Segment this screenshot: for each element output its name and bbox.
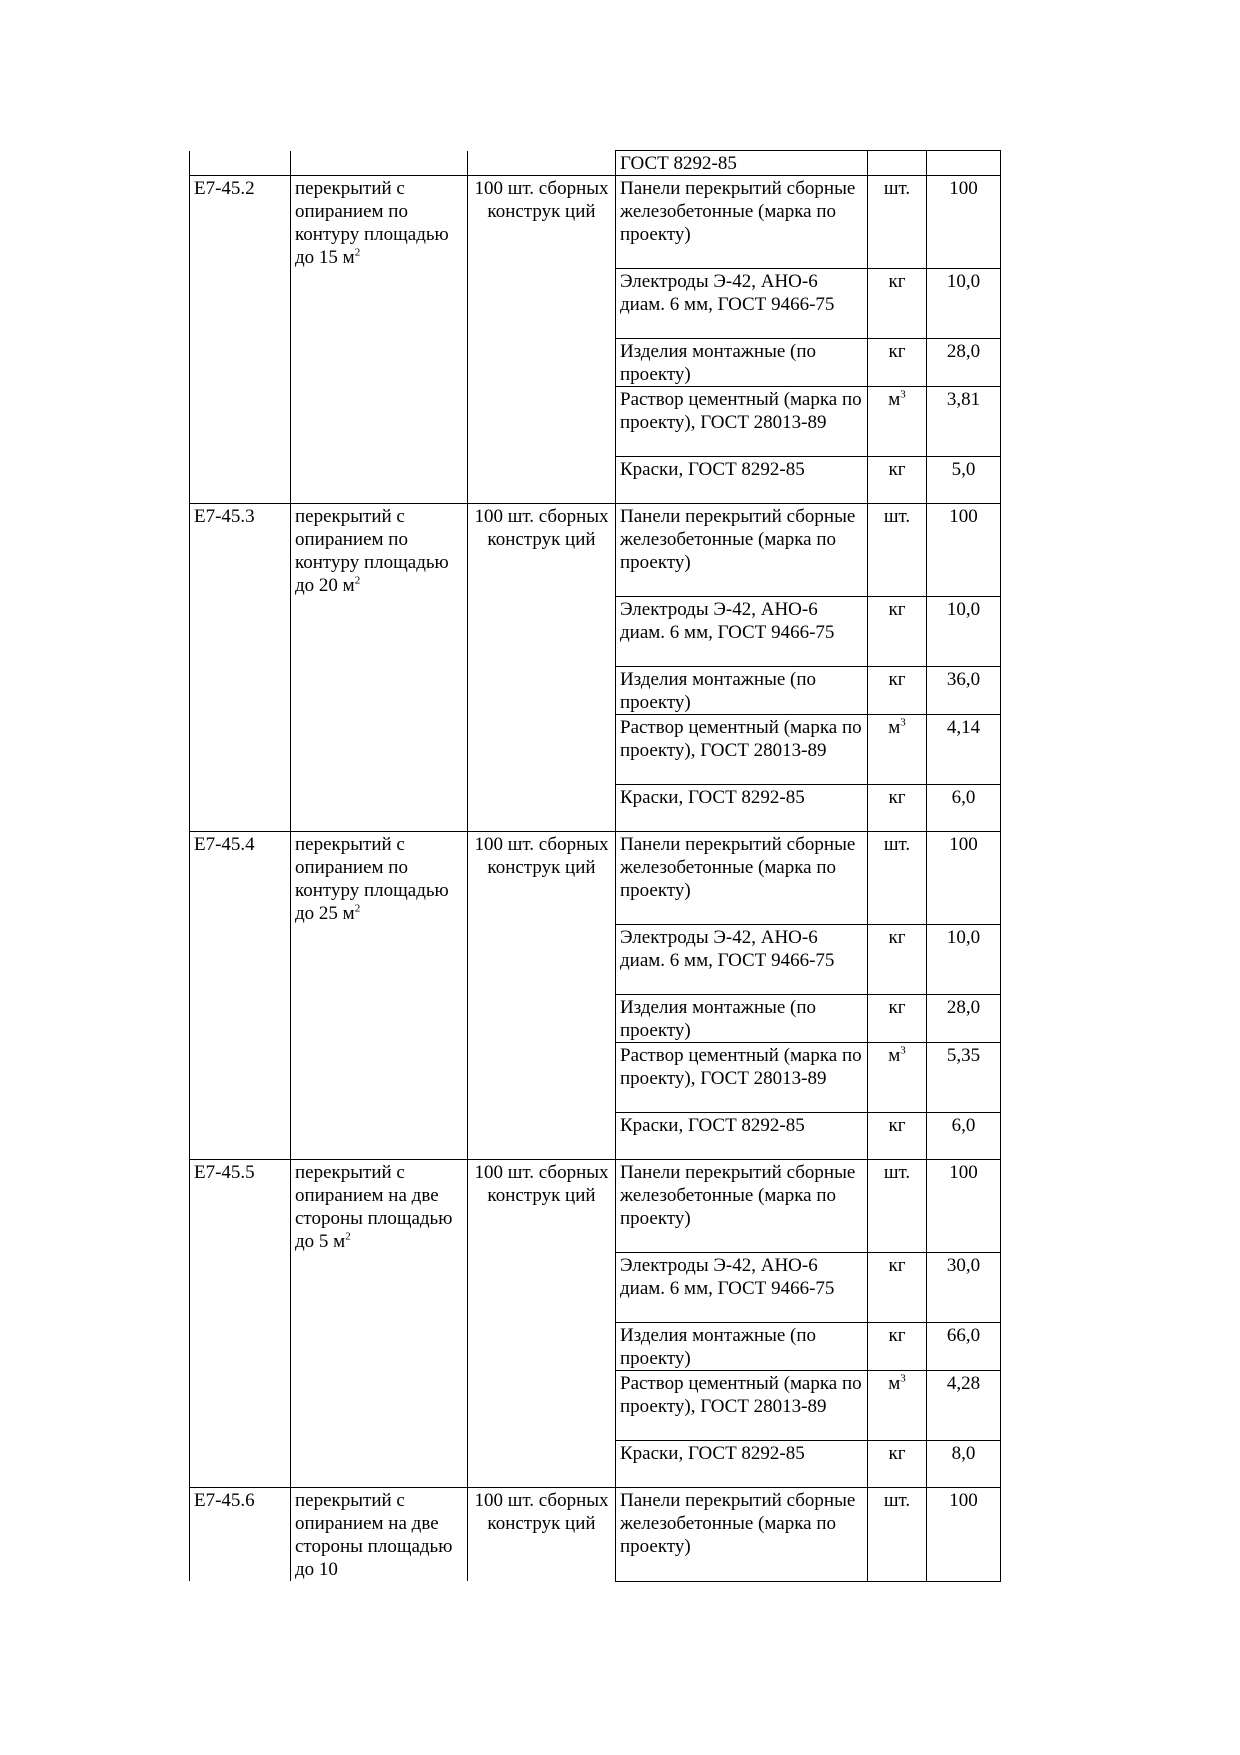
resource-name-cell: Панели перекрытий сборные железобетонные (марка по проекту) [616, 504, 868, 597]
qty-cell: 8,0 [927, 1441, 1001, 1488]
table-row-continuation [190, 151, 1001, 176]
resource-name-cell: Изделия монтажные (по проекту) [616, 339, 868, 387]
description-cell: перекрытий с опиранием по контуру площадью до 20 $м^2$ [291, 504, 468, 832]
qty-cell: 10,0 [927, 597, 1001, 667]
description-cell: перекрытий с опиранием по контуру площадью до 25 $м^2$ [291, 832, 468, 1160]
unit-cell: $м^3$ [868, 1043, 927, 1113]
resource-name-cell: ГОСТ 8292-85 [616, 151, 868, 176]
superscript: 3 [900, 716, 906, 729]
description-cell: перекрытий с опиранием на две стороны площадью до 10 [291, 1488, 468, 1582]
measure-cell: 100 шт. сборных конструк ций [468, 1488, 616, 1582]
code-cell: Е7-45.3 [190, 504, 291, 832]
unit-cell: кг [868, 1113, 927, 1160]
unit-cell: кг [868, 1323, 927, 1371]
unit-cell: кг [868, 457, 927, 504]
qty-cell: 36,0 [927, 667, 1001, 715]
resource-name-cell: Краски, ГОСТ 8292-85 [616, 1113, 868, 1160]
unit-cell [868, 151, 927, 176]
qty-cell: 100 [927, 176, 1001, 269]
superscript: 3 [900, 1044, 906, 1057]
unit-cell: кг [868, 597, 927, 667]
resource-name-cell: Раствор цементный (марка по проекту), ГОСТ 28013-89 [616, 1043, 868, 1113]
qty-cell: 100 [927, 504, 1001, 597]
unit-cell: шт. [868, 504, 927, 597]
qty-cell: 10,0 [927, 269, 1001, 339]
measure-cell: 100 шт. сборных конструк ций [468, 1160, 616, 1488]
group-row [190, 1488, 1001, 1582]
qty-cell: 6,0 [927, 785, 1001, 832]
code-cell: Е7-45.4 [190, 832, 291, 1160]
resource-name-cell: Электроды Э-42, АНО-6 диам. 6 мм, ГОСТ 9466-75 [616, 1253, 868, 1323]
measure-cell: 100 шт. сборных конструк ций [468, 176, 616, 504]
resource-name-cell: Панели перекрытий сборные железобетонные (марка по проекту) [616, 1488, 868, 1582]
superscript: 3 [900, 388, 906, 401]
superscript: 2 [354, 902, 361, 915]
resource-name-cell: Краски, ГОСТ 8292-85 [616, 457, 868, 504]
resource-name-cell: Краски, ГОСТ 8292-85 [616, 785, 868, 832]
qty-cell: 10,0 [927, 925, 1001, 995]
qty-cell: 28,0 [927, 995, 1001, 1043]
description-cell [291, 151, 468, 176]
resource-name-cell: Электроды Э-42, АНО-6 диам. 6 мм, ГОСТ 9466-75 [616, 597, 868, 667]
unit-cell: шт. [868, 832, 927, 925]
unit-cell: кг [868, 1441, 927, 1488]
resource-name-cell: Раствор цементный (марка по проекту), ГОСТ 28013-89 [616, 715, 868, 785]
unit-cell: кг [868, 269, 927, 339]
superscript: 2 [354, 574, 361, 587]
unit-cell: шт. [868, 1160, 927, 1253]
resource-name-cell: Панели перекрытий сборные железобетонные (марка по проекту) [616, 1160, 868, 1253]
qty-cell: 100 [927, 1488, 1001, 1582]
resource-name-cell: Изделия монтажные (по проекту) [616, 1323, 868, 1371]
measure-cell [468, 151, 616, 176]
unit-cell: шт. [868, 1488, 927, 1582]
unit-cell: $м^3$ [868, 1371, 927, 1441]
qty-cell: 30,0 [927, 1253, 1001, 1323]
unit-cell: $м^3$ [868, 715, 927, 785]
group-row [190, 832, 1001, 925]
qty-cell: 100 [927, 1160, 1001, 1253]
unit-cell: кг [868, 1253, 927, 1323]
unit-cell: кг [868, 339, 927, 387]
table-body [190, 151, 1001, 1582]
superscript: 3 [900, 1372, 906, 1385]
group-row [190, 176, 1001, 269]
qty-cell [927, 151, 1001, 176]
resource-name-cell: Изделия монтажные (по проекту) [616, 995, 868, 1043]
measure-cell: 100 шт. сборных конструк ций [468, 504, 616, 832]
qty-cell: 6,0 [927, 1113, 1001, 1160]
qty-cell: 5,35 [927, 1043, 1001, 1113]
description-cell: перекрытий с опиранием на две стороны площадью до 5 $м^2$ [291, 1160, 468, 1488]
code-cell: Е7-45.2 [190, 176, 291, 504]
resource-name-cell: Электроды Э-42, АНО-6 диам. 6 мм, ГОСТ 9466-75 [616, 269, 868, 339]
unit-cell: кг [868, 995, 927, 1043]
resource-name-cell: Панели перекрытий сборные железобетонные (марка по проекту) [616, 832, 868, 925]
unit-cell: шт. [868, 176, 927, 269]
measure-cell: 100 шт. сборных конструк ций [468, 832, 616, 1160]
description-cell: перекрытий с опиранием по контуру площадью до 15 $м^2$ [291, 176, 468, 504]
qty-cell: 4,28 [927, 1371, 1001, 1441]
code-cell [190, 151, 291, 176]
resource-name-cell: Панели перекрытий сборные железобетонные (марка по проекту) [616, 176, 868, 269]
qty-cell: 3,81 [927, 387, 1001, 457]
qty-cell: 28,0 [927, 339, 1001, 387]
qty-cell: 4,14 [927, 715, 1001, 785]
unit-cell: кг [868, 785, 927, 832]
resource-name-cell: Изделия монтажные (по проекту) [616, 667, 868, 715]
unit-cell: кг [868, 925, 927, 995]
unit-cell: $м^3$ [868, 387, 927, 457]
norms-table [189, 150, 1001, 1582]
resource-name-cell: Краски, ГОСТ 8292-85 [616, 1441, 868, 1488]
group-row [190, 504, 1001, 597]
resource-name-cell: Раствор цементный (марка по проекту), ГОСТ 28013-89 [616, 387, 868, 457]
group-row [190, 1160, 1001, 1253]
resource-name-cell: Раствор цементный (марка по проекту), ГОСТ 28013-89 [616, 1371, 868, 1441]
resource-name-cell: Электроды Э-42, АНО-6 диам. 6 мм, ГОСТ 9466-75 [616, 925, 868, 995]
qty-cell: 5,0 [927, 457, 1001, 504]
superscript: 2 [354, 246, 361, 259]
qty-cell: 100 [927, 832, 1001, 925]
code-cell: Е7-45.6 [190, 1488, 291, 1582]
superscript: 2 [345, 1230, 351, 1243]
unit-cell: кг [868, 667, 927, 715]
code-cell: Е7-45.5 [190, 1160, 291, 1488]
qty-cell: 66,0 [927, 1323, 1001, 1371]
